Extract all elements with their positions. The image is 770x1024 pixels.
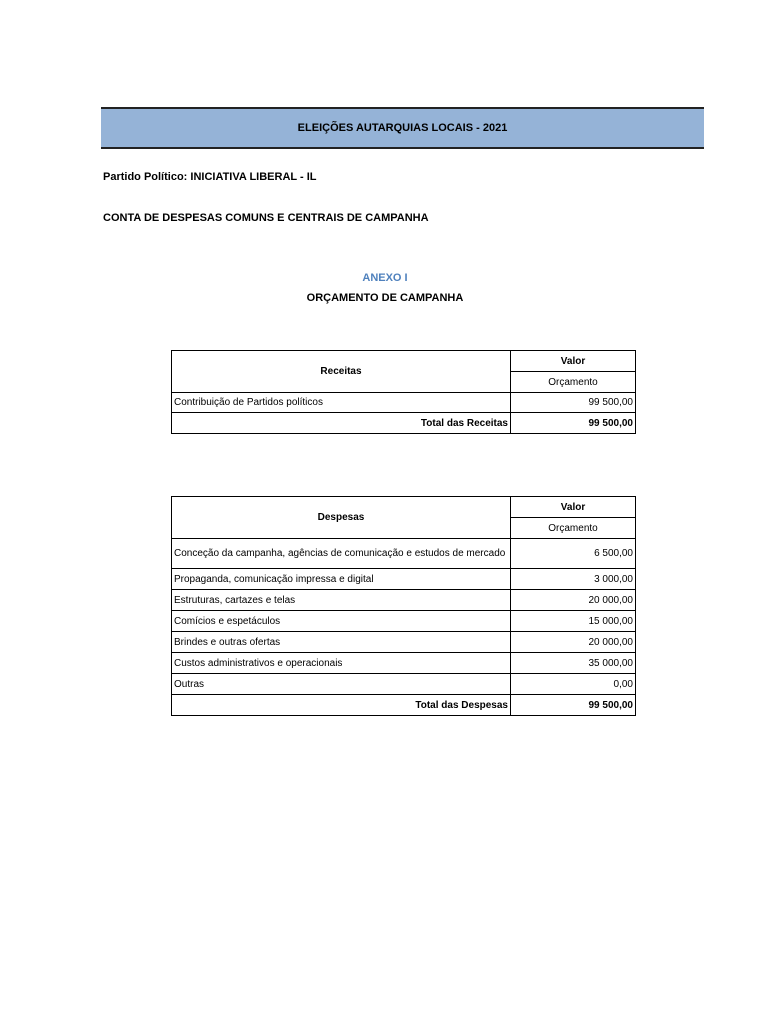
despesas-row-label: Outras: [172, 674, 511, 695]
table-row: [172, 393, 636, 413]
despesas-total-value: 99 500,00: [511, 695, 636, 716]
despesas-total-row: [172, 695, 636, 716]
despesas-row-value: 6 500,00: [511, 539, 636, 569]
despesas-row-label: Conceção da campanha, agências de comunicação e estudos de mercado: [172, 539, 511, 569]
account-title: CONTA DE DESPESAS COMUNS E CENTRAIS DE CAMPANHA: [103, 212, 429, 224]
table-row: [172, 632, 636, 653]
receitas-table: [171, 350, 636, 434]
table-row: [172, 674, 636, 695]
table-row: [172, 539, 636, 569]
despesas-valor-header: Valor: [511, 497, 636, 518]
table-row: [172, 611, 636, 632]
table-row: [172, 569, 636, 590]
despesas-row-value: 3 000,00: [511, 569, 636, 590]
despesas-total-label: Total das Despesas: [172, 695, 511, 716]
receitas-row-label: Contribuição de Partidos políticos: [172, 393, 511, 413]
despesas-row-value: 35 000,00: [511, 653, 636, 674]
budget-title: ORÇAMENTO DE CAMPANHA: [306, 292, 464, 304]
despesas-row-value: 20 000,00: [511, 632, 636, 653]
receitas-valor-header: Valor: [511, 351, 636, 372]
despesas-row-label: Brindes e outras ofertas: [172, 632, 511, 653]
annex-label: ANEXO I: [362, 272, 408, 284]
receitas-total-row: [172, 413, 636, 434]
despesas-row-value: 0,00: [511, 674, 636, 695]
despesas-row-value: 15 000,00: [511, 611, 636, 632]
receitas-header: Receitas: [172, 351, 511, 393]
despesas-row-label: Comícios e espetáculos: [172, 611, 511, 632]
receitas-orcamento-header: Orçamento: [511, 372, 636, 393]
despesas-orcamento-header: Orçamento: [511, 518, 636, 539]
document-banner: ELEIÇÕES AUTARQUIAS LOCAIS - 2021: [101, 107, 704, 149]
despesas-table: [171, 496, 636, 716]
despesas-row-value: 20 000,00: [511, 590, 636, 611]
receitas-row-value: 99 500,00: [511, 393, 636, 413]
table-row: [172, 653, 636, 674]
despesas-row-label: Estruturas, cartazes e telas: [172, 590, 511, 611]
receitas-total-value: 99 500,00: [511, 413, 636, 434]
table-row: [172, 590, 636, 611]
receitas-total-label: Total das Receitas: [172, 413, 511, 434]
despesas-header: Despesas: [172, 497, 511, 539]
despesas-row-label: Custos administrativos e operacionais: [172, 653, 511, 674]
despesas-row-label: Propaganda, comunicação impressa e digital: [172, 569, 511, 590]
party-line: Partido Político: INICIATIVA LIBERAL - IL: [103, 171, 317, 183]
